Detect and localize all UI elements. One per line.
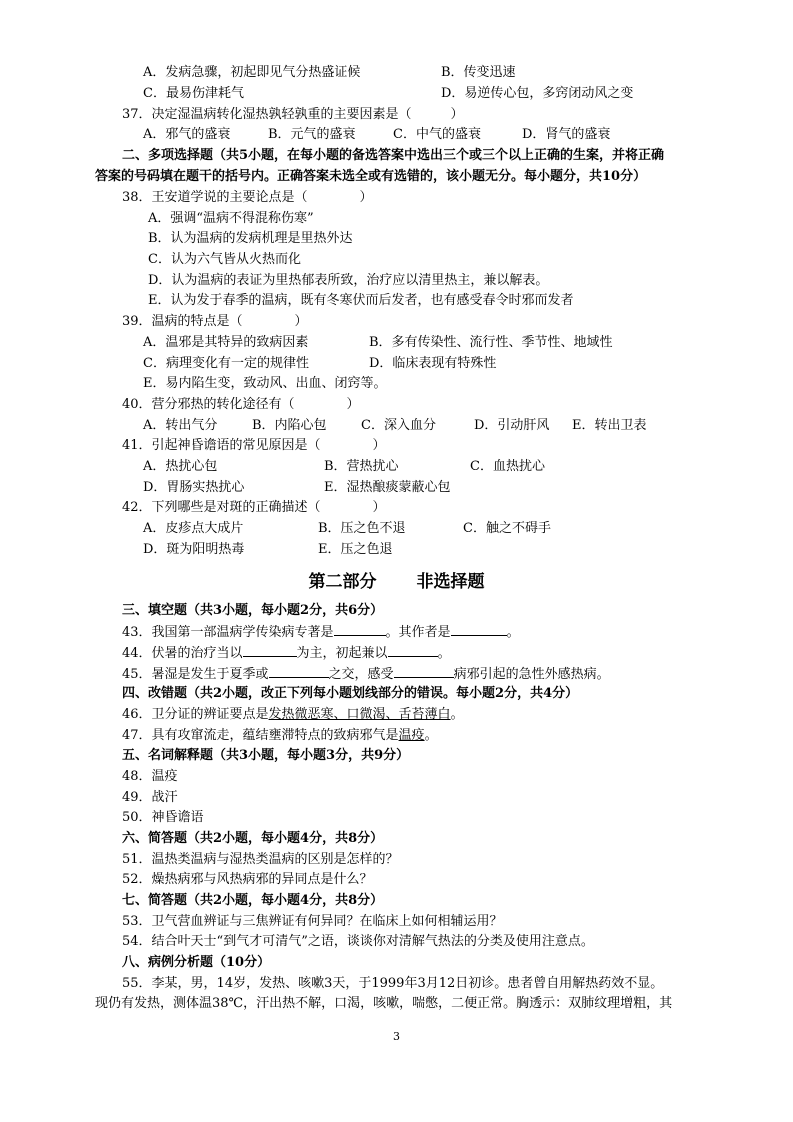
page-number: 3 bbox=[393, 1030, 400, 1043]
q46-text-2: 。 bbox=[450, 707, 464, 722]
section-3-heading: 三、填空题（共3小题，每小题2分，共6分） bbox=[122, 603, 384, 618]
q37-option-a: A．邪气的盛衰 bbox=[143, 127, 231, 142]
section-8-heading: 八、病例分析题（10分） bbox=[122, 955, 271, 970]
section-2-heading-line2: 答案的号码填在题干的括号内。正确答案未选全或有选错的，该小题无分。每小题分，共10分） bbox=[95, 169, 647, 184]
q44-text-3: 。 bbox=[437, 646, 451, 661]
q41-option-b: B．营热扰心 bbox=[324, 459, 399, 474]
q41-option-a: A．热扰心包 bbox=[143, 459, 218, 474]
q39-option-c: C．病理变化有一定的规律性 bbox=[143, 356, 309, 371]
q39-option-d: D．临床表现有特殊性 bbox=[369, 356, 497, 371]
q42-option-c: C．触之不碍手 bbox=[463, 521, 551, 536]
q45-text-3: 病邪引起的急性外感热病。 bbox=[453, 667, 610, 682]
q44-text-1: 44．伏暑的治疗当以 bbox=[122, 646, 243, 661]
q39-option-a: A．温邪是其特异的致病因素 bbox=[143, 335, 309, 350]
q42-stem: 42．下列哪些是对斑的正确描述（ ） bbox=[122, 500, 386, 515]
q47-text-2: 。 bbox=[424, 728, 438, 743]
q45-text-2: 之交，感受 bbox=[328, 667, 394, 682]
q40-option-d: D．引动肝风 bbox=[474, 418, 550, 433]
q49: 49．战汗 bbox=[122, 790, 178, 805]
q46 bbox=[122, 706, 464, 724]
q55-line-1: 55．李某，男，14岁，发热、咳嗽3天，于1999年3月12日初诊。患者曾自用解热药效不显。 bbox=[122, 976, 664, 991]
q45-blank-1[interactable] bbox=[269, 665, 329, 678]
q53: 53．卫气营血辨证与三焦辨证有何异同？在临床上如何相辅运用？ bbox=[122, 914, 503, 929]
q44-text-2: 为主，初起兼以 bbox=[296, 646, 388, 661]
q47-text-1: 47．具有攻窜流走，蕴结壅滞特点的致病邪气是 bbox=[122, 728, 399, 743]
q47 bbox=[122, 727, 438, 745]
q40-option-c: C．深入血分 bbox=[361, 418, 436, 433]
q54: 54．结合叶天士“到气才可清气”之语，谈谈你对清解气热法的分类及使用注意点。 bbox=[122, 934, 594, 949]
q38-option-a: A．强调“温病不得混称伤寒” bbox=[148, 211, 314, 226]
section-6-heading: 六、简答题（共2小题，每小题4分，共8分） bbox=[122, 831, 384, 846]
q40-option-e: E．转出卫表 bbox=[572, 418, 647, 433]
q38-option-d: D．认为温病的表证为里热郁表所致，治疗应以清里热主，兼以解表。 bbox=[148, 273, 549, 288]
q38-option-e: E．认为发于春季的温病，既有冬寒伏而后发者，也有感受春令时邪而发者 bbox=[148, 293, 574, 308]
q36-option-c: C．最易伤津耗气 bbox=[143, 86, 244, 101]
part-two-label: 第二部分 bbox=[308, 572, 377, 592]
q46-text-1: 46．卫分证的辨证要点是 bbox=[122, 707, 269, 722]
q37-option-d: D．肾气的盛衰 bbox=[522, 127, 611, 142]
q42-option-b: B．压之色不退 bbox=[318, 521, 406, 536]
q41-option-e: E．湿热酿痰蒙蔽心包 bbox=[324, 480, 451, 495]
q43-blank-2[interactable] bbox=[451, 623, 507, 636]
q44 bbox=[122, 644, 451, 663]
q37-option-c: C．中气的盛衰 bbox=[393, 127, 481, 142]
q38-option-b: B．认为温病的发病机理是里热外达 bbox=[148, 231, 353, 246]
q40-option-b: B．内陷心包 bbox=[252, 418, 327, 433]
q44-blank-1[interactable] bbox=[243, 644, 297, 657]
q45-text-1: 45．暑湿是发生于夏季或 bbox=[122, 667, 269, 682]
section-2-heading-line1: 二、多项选择题（共5小题，在每小题的备选答案中选出三个或三个以上正确的生案，并将正确 bbox=[122, 148, 665, 163]
q41-option-d: D．胃肠实热扰心 bbox=[143, 480, 245, 495]
q36-option-b: B．传变迅速 bbox=[441, 65, 516, 80]
part-two-title bbox=[0, 567, 793, 592]
q39-option-e: E．易内陷生变，致动风、出血、闭窍等。 bbox=[143, 376, 387, 391]
q43-text-3: 。 bbox=[506, 625, 520, 640]
q44-blank-2[interactable] bbox=[388, 644, 438, 657]
q38-option-c: C．认为六气皆从火热而化 bbox=[148, 252, 301, 267]
q37-stem: 37．决定湿温病转化湿热孰轻孰重的主要因素是（ ） bbox=[122, 107, 464, 122]
part-two-subtitle: 非选择题 bbox=[416, 572, 485, 592]
q43-text-1: 43．我国第一部温病学传染病专著是 bbox=[122, 625, 334, 640]
section-7-heading: 七、简答题（共2小题，每小题4分，共8分） bbox=[122, 893, 384, 908]
q37-option-b: B．元气的盛衰 bbox=[268, 127, 356, 142]
q38-stem: 38．王安道学说的主要论点是（ ） bbox=[122, 190, 373, 205]
q50: 50．神昏谵语 bbox=[122, 810, 204, 825]
section-4-heading: 四、改错题（共2小题，改正下列每小题划线部分的错误。每小题2分，共4分） bbox=[122, 686, 579, 701]
q45 bbox=[122, 665, 610, 684]
q43-text-2: 。其作者是 bbox=[385, 625, 451, 640]
q39-option-b: B．多有传染性、流行性、季节性、地域性 bbox=[369, 335, 613, 350]
q43-blank-1[interactable] bbox=[334, 623, 386, 636]
q46-underlined: 发热微恶寒、口微渴、舌苔薄白 bbox=[268, 707, 451, 722]
q55-line-2: 现仍有发热，测体温38℃，汗出热不解，口渴，咳嗽，喘憋，二便正常。胸透示：双肺纹理增粗，其 bbox=[95, 996, 673, 1011]
q42-option-a: A．皮疹点大成片 bbox=[143, 521, 244, 536]
q36-option-a: A．发病急骤，初起即见气分热盛证候 bbox=[143, 65, 361, 80]
q42-option-e: E．压之色退 bbox=[318, 542, 393, 557]
q42-option-d: D．斑为阳明热毒 bbox=[143, 542, 245, 557]
q52: 52．燥热病邪与风热病邪的异同点是什么？ bbox=[122, 872, 373, 887]
q40-option-a: A．转出气分 bbox=[143, 418, 218, 433]
q47-underlined: 温疫 bbox=[398, 728, 425, 743]
q40-stem: 40．营分邪热的转化途径有（ ） bbox=[122, 397, 360, 412]
q48: 48．温疫 bbox=[122, 769, 178, 784]
q36-option-d: D．易逆传心包，多窍闭动风之变 bbox=[441, 86, 634, 101]
q45-blank-2[interactable] bbox=[394, 665, 454, 678]
q43 bbox=[122, 623, 520, 642]
q39-stem: 39．温病的特点是（ ） bbox=[122, 314, 308, 329]
section-5-heading: 五、名词解释题（共3小题，每小题3分，共9分） bbox=[122, 748, 410, 763]
q41-stem: 41．引起神昏谵语的常见原因是（ ） bbox=[122, 438, 386, 453]
q41-option-c: C．血热扰心 bbox=[470, 459, 545, 474]
q51: 51．温热类温病与湿热类温病的区别是怎样的？ bbox=[122, 852, 399, 867]
